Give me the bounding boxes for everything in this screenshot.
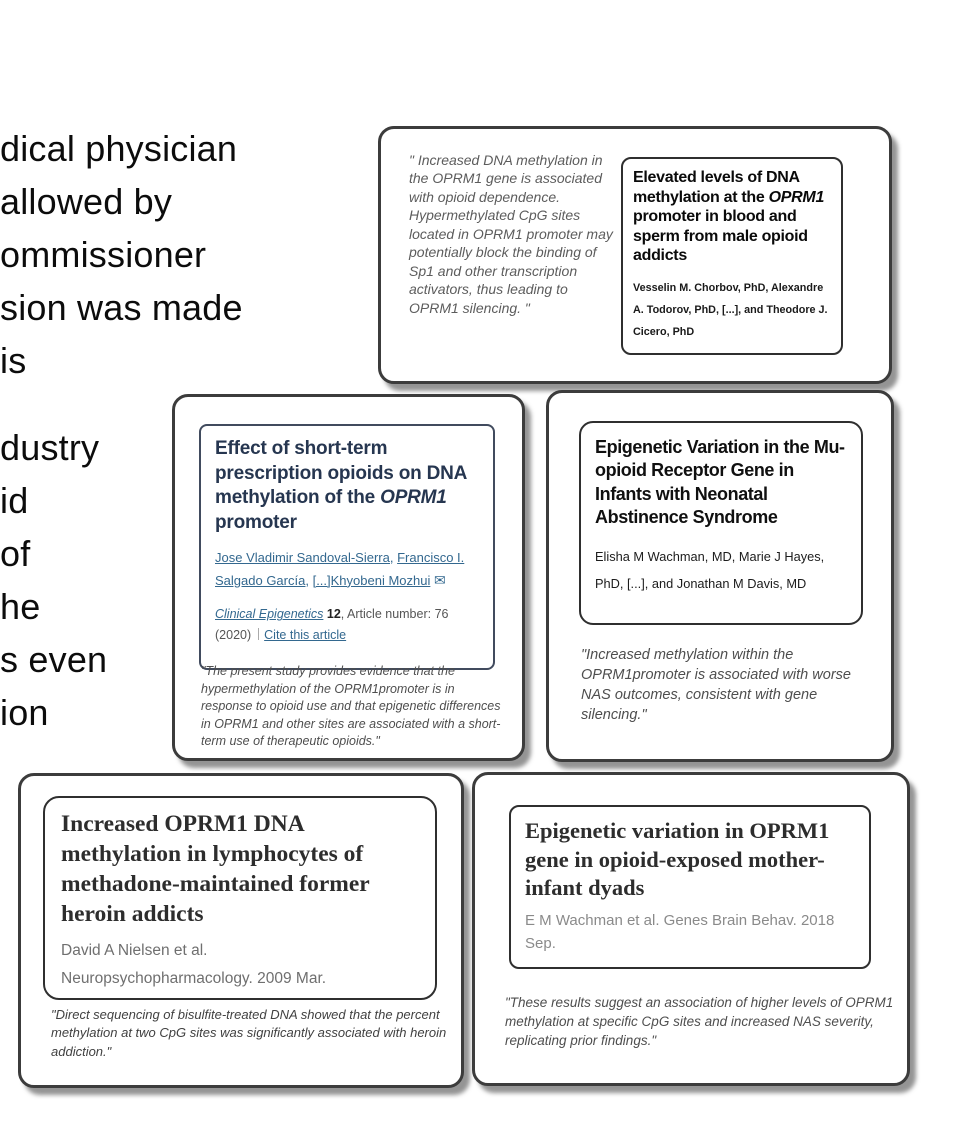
card-wachman-dyads-study — [472, 772, 910, 1086]
dyads-article-snippet — [509, 805, 871, 969]
chorbov-article-snippet — [621, 157, 843, 355]
article-number: , Article number: 76 (2020) — [215, 607, 449, 642]
cite-article-link[interactable]: Cite this article — [264, 627, 347, 642]
article-authors — [215, 548, 485, 592]
email-icon[interactable]: ✉ — [434, 571, 446, 588]
article-citation: E M Wachman et al. Genes Brain Behav. 2018 Sep. — [525, 911, 835, 952]
article-title: Epigenetic variation in OPRM1 gene in opioid-exposed mother-infant dyads — [525, 818, 830, 901]
background-text-line: ommissioner — [0, 234, 207, 275]
chorbov-quote-text: " Increased DNA methylation in the OPRM1 gene is associated with opioid dependence. Hypermethylated CpG sites located in OPRM1 promoter may potentially block the binding of Sp1 and other transcription activators, thus leading to OPRM1 silencing. " — [409, 152, 613, 316]
background-text-line: id — [0, 480, 29, 521]
background-text-line: allowed by — [0, 181, 173, 222]
background-text-line: is — [0, 340, 27, 381]
card-wachman-nas-study — [546, 390, 894, 762]
sandoval-article-snippet — [199, 424, 495, 670]
background-text-line: dical physician — [0, 128, 238, 169]
background-text-line: he — [0, 586, 41, 627]
article-authors: Elisha M Wachman, MD, Marie J Hayes, PhD, [...], and Jonathan M Davis, MD — [595, 548, 825, 592]
gene-name-italic: OPRM1 — [380, 487, 447, 509]
journal-line: Neuropsychopharmacology. 2009 Mar. — [61, 970, 327, 988]
gene-name-italic: OPRM1 — [768, 188, 825, 206]
article-authors — [61, 937, 419, 993]
title-text: promoter in blood and sperm from male opioid addicts — [633, 208, 808, 265]
background-text-line: of — [0, 533, 31, 574]
author-line: David A Nielsen et al. — [61, 942, 208, 960]
article-title: Epigenetic Variation in the Mu-opioid Receptor Gene in Infants with Neonatal Abstinence Syndrome — [595, 437, 845, 528]
background-text-line: sion was made — [0, 287, 243, 328]
title-text: promoter — [215, 512, 297, 534]
article-title — [633, 168, 837, 266]
title-text: Elevated levels of DNA methylation at the — [633, 169, 800, 206]
dyads-quote-text: "These results suggest an association of higher levels of OPRM1 methylation at specific CpG sites and increased NAS severity, replicating prior findings." — [505, 995, 894, 1049]
article-title — [215, 437, 483, 536]
journal-citation — [215, 604, 487, 645]
card-sandoval-study — [172, 394, 525, 761]
article-title: Increased OPRM1 DNA methylation in lymphocytes of methadone-maintained former heroin addicts — [61, 811, 370, 928]
title-text: Effect of short-term prescription opioids on DNA methylation of the — [215, 438, 467, 509]
journal-volume: 12 — [326, 607, 341, 622]
author-link[interactable]: Francisco I. Salgado García, — [215, 549, 465, 588]
sandoval-quote-text: "The present study provides evidence that the hypermethylation of the OPRM1promoter is in response to opioid use and that epigenetic differences in OPRM1 and other sites are associated with a short-term use of therapeutic opioids." — [201, 664, 501, 748]
background-text-block-2 — [0, 421, 107, 739]
background-text-line: dustry — [0, 427, 100, 468]
background-text-line: ion — [0, 692, 49, 733]
nas-quote-text: "Increased methylation within the OPRM1promoter is associated with worse NAS outcomes, consistent with gene silencing." — [581, 647, 851, 723]
background-text-block-1 — [0, 122, 243, 387]
divider — [258, 628, 259, 640]
card-chorbov-study — [378, 126, 892, 384]
nielsen-article-snippet — [43, 796, 437, 1000]
background-text-line: s even — [0, 639, 108, 680]
author-link[interactable]: Jose Vladimir Sandoval-Sierra, — [215, 549, 394, 565]
card-nielsen-study — [18, 773, 464, 1088]
author-link[interactable]: [...]Khyobeni Mozhui — [312, 572, 431, 588]
journal-link[interactable]: Clinical Epigenetics — [215, 607, 324, 622]
nas-article-snippet — [579, 421, 863, 625]
article-authors: Vesselin M. Chorbov, PhD, Alexandre A. Todorov, PhD, [...], and Theodore J. Cicero, PhD — [633, 281, 828, 338]
nielsen-quote-text: "Direct sequencing of bisulfite-treated DNA showed that the percent methylation at two CpG sites was significantly associated with heroin addiction." — [51, 1007, 447, 1059]
